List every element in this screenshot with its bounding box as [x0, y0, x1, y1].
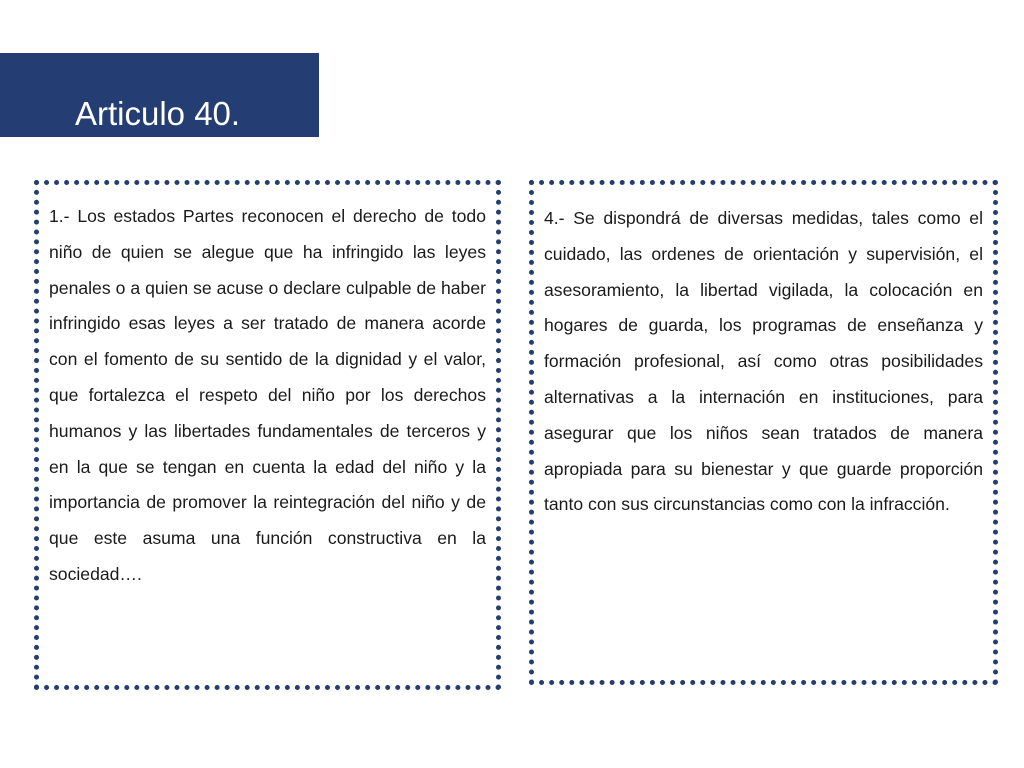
article-text-box-right [529, 180, 998, 685]
article-paragraph-4: 4.- Se dispondrá de diversas medidas, tales como el cuidado, las ordenes de orientación y supervisión, el asesoramiento, la libertad vigilada, la colocación en hogares de guarda, los programas de enseñanza y formación profesional, así como otras posibilidades alternativas a la internación en instituciones, para asegurar que los niños sean tratados de manera apropiada para su bienestar y que guarde proporción tanto con sus circunstancias como con la infracción. [544, 208, 983, 515]
slide-title: Articulo 40. [75, 95, 241, 132]
article-paragraph-1: 1.- Los estados Partes reconocen el derecho de todo niño de quien se alegue que ha infringido las leyes penales o a quien se acuse o declare culpable de haber infringido esas leyes a ser tratado de manera acorde con el fomento de su sentido de la dignidad y el valor, que fortalezca el respeto del niño por los derechos humanos y las libertades fundamentales de terceros y en la que se tengan en cuenta la edad del niño y la importancia de promover la reintegración del niño y de que este asuma una función constructiva en la sociedad…. [49, 206, 486, 584]
article-text-box-left [34, 180, 501, 690]
